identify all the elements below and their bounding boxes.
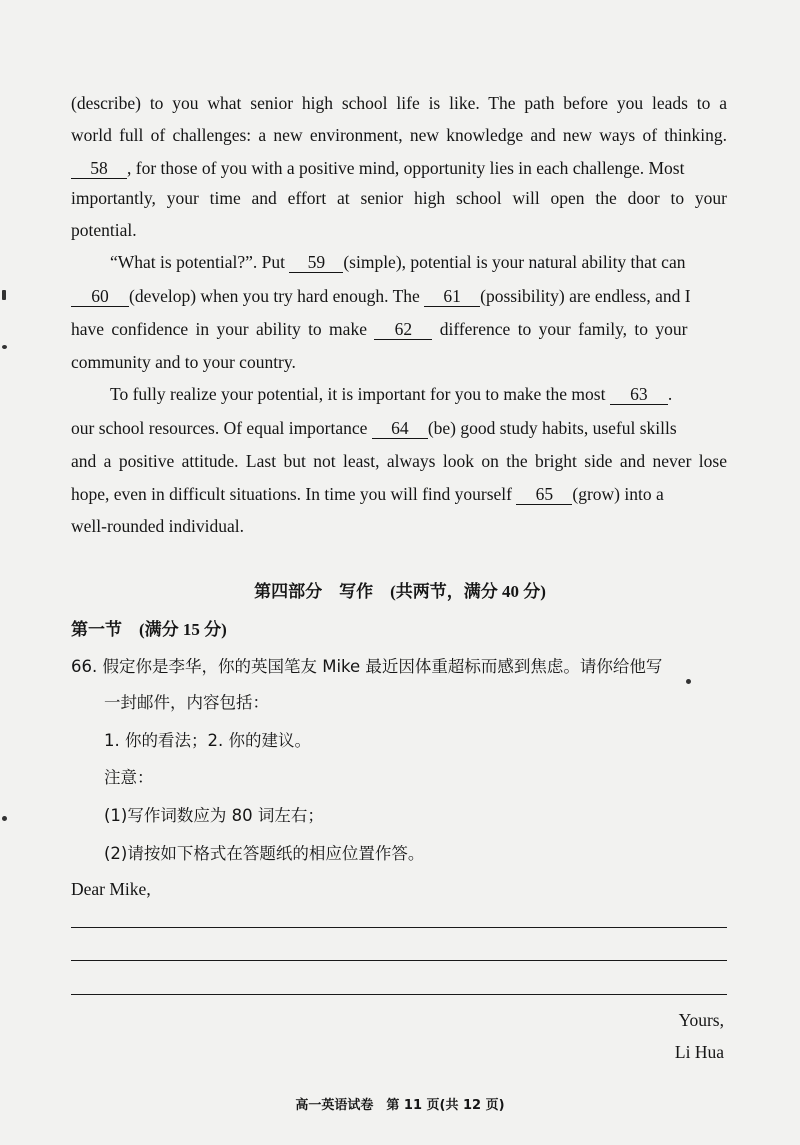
p3-line1-after: . [667, 384, 673, 404]
p1-line3-text: , for those of you with a positive mind, opportunity lies in each challenge. Most [127, 158, 685, 178]
p1-line2: world full of challenges: a new environment, new knowledge and new ways of thinking. [71, 125, 727, 145]
writing-line-1[interactable] [71, 927, 727, 928]
p2-line1-after: (simple), potential is your natural ability that can [343, 252, 686, 272]
blank-63[interactable]: 63 [610, 384, 668, 405]
part-heading: 第四部分 写作 (共两节，满分 40 分) [254, 582, 546, 601]
blank-60[interactable]: 60 [71, 286, 129, 307]
p3-line4-after: (grow) into a [572, 484, 664, 504]
p3-line4 [71, 482, 727, 506]
salutation: Dear Mike, [71, 879, 151, 899]
p3-line2 [71, 416, 727, 440]
scan-speck [686, 679, 691, 684]
p3-line1 [110, 382, 727, 406]
note-1: (1)写作词数应为 80 词左右； [104, 806, 324, 825]
p1-line4: importantly, your time and effort at senior high school will open the door to your [71, 188, 727, 208]
p1-line5: potential. [71, 220, 137, 240]
closing: Yours, [678, 1010, 724, 1030]
p2-line2 [71, 284, 727, 308]
p3-line1-before: To fully realize your potential, it is important for you to make the most [110, 384, 606, 404]
p2-line3-after: difference to your family, to your [439, 319, 688, 339]
blank-65[interactable]: 65 [516, 484, 572, 505]
p3-line2-after: (be) good study habits, useful skills [427, 418, 677, 438]
p2-line2-after: (possibility) are endless, and I [480, 286, 691, 306]
p3-line2-before: our school resources. Of equal importance [71, 418, 368, 438]
p2-line3-before: have confidence in your ability to make [71, 319, 367, 339]
p2-line2-mid: (develop) when you try hard enough. The [129, 286, 420, 306]
section-title: 第一节 (满分 15 分) [71, 620, 227, 639]
p2-line3 [71, 317, 727, 341]
q66-line3: 1. 你的看法；2. 你的建议。 [104, 731, 311, 750]
blank-58[interactable]: 58 [71, 158, 127, 179]
p3-line5: well-rounded individual. [71, 516, 245, 536]
blank-61[interactable]: 61 [424, 286, 480, 307]
note-label: 注意： [104, 768, 154, 787]
p1-line1: (describe) to you what senior high school life is like. The path before you leads to a [71, 93, 727, 113]
scan-speck [2, 290, 6, 300]
p3-line3: and a positive attitude. Last but not least, always look on the bright side and never lose [71, 451, 727, 471]
blank-64[interactable]: 64 [372, 418, 428, 439]
p3-line4-before: hope, even in difficult situations. In time you will find yourself [71, 484, 512, 504]
scan-speck [2, 345, 7, 349]
p1-line3 [71, 156, 727, 180]
writing-line-2[interactable] [71, 960, 727, 961]
q66-line2: 一封邮件，内容包括： [104, 693, 269, 712]
p2-line1-before: “What is potential?”. Put [110, 252, 285, 272]
p2-line4: community and to your country. [71, 352, 296, 372]
signature: Li Hua [674, 1042, 724, 1062]
p2-line1 [110, 250, 727, 274]
blank-59[interactable]: 59 [289, 252, 343, 273]
note-2: (2)请按如下格式在答题纸的相应位置作答。 [104, 844, 425, 863]
page-footer: 高一英语试卷 第 11 页(共 12 页) [295, 1098, 505, 1113]
q66-line1: 66. 假定你是李华，你的英国笔友 Mike 最近因体重超标而感到焦虑。请你给他写 [71, 657, 663, 676]
scan-speck [2, 816, 7, 821]
blank-62[interactable]: 62 [374, 319, 432, 340]
writing-line-3[interactable] [71, 994, 727, 995]
